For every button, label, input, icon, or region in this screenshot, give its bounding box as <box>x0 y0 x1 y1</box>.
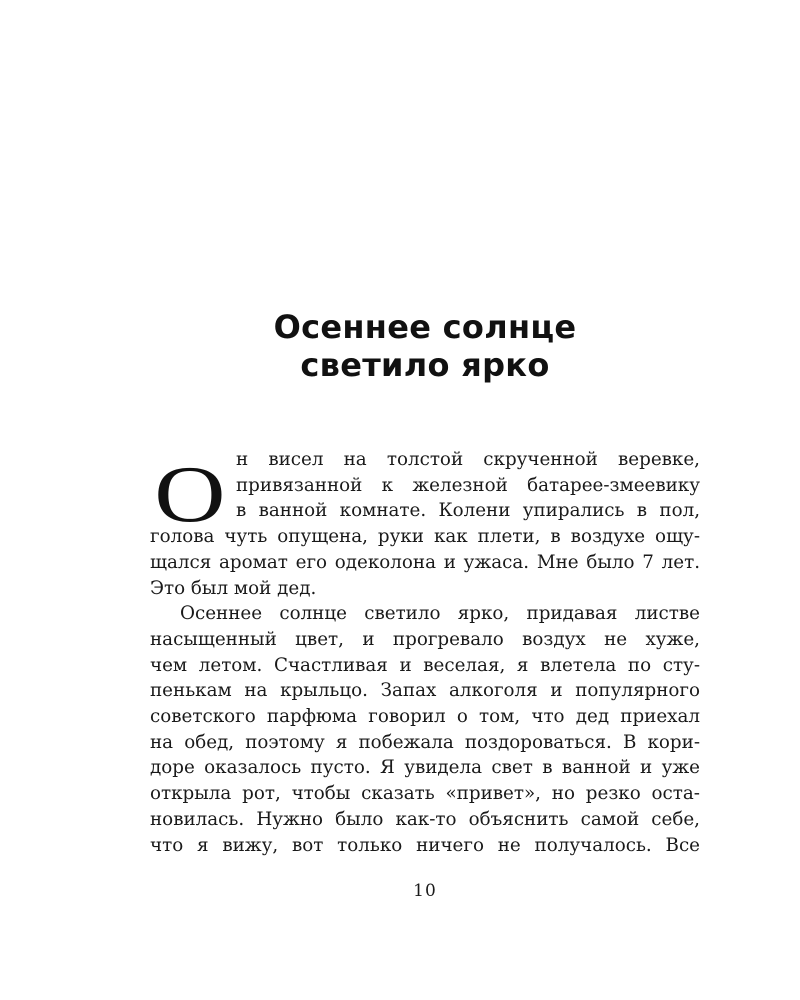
text-line: на обед, поэтому я побежала поздороваться. В кори- <box>150 731 700 753</box>
drop-cap-letter <box>150 452 230 532</box>
text-line: советского парфюма говорил о том, что дед приехал <box>150 706 700 728</box>
text-line: что я вижу, вот только ничего не получалось. Все <box>150 834 700 856</box>
text-line: пенькам на крыльцо. Запах алкоголя и популярного <box>150 680 700 702</box>
chapter-title-line-2: светило ярко <box>300 346 550 384</box>
text-line: новилась. Нужно было как-то объяснить самой себе, <box>150 808 700 830</box>
chapter-body <box>150 447 700 858</box>
chapter-title <box>150 308 700 384</box>
text-line: привязанной к железной батарее-змеевику <box>236 474 700 496</box>
text-line: щался аромат его одеколона и ужаса. Мне было 7 лет. <box>150 551 700 573</box>
drop-cap-glyph: О <box>154 452 226 532</box>
text-line: голова чуть опущена, руки как плети, в воздухе ощу- <box>150 526 700 548</box>
text-line: Осеннее солнце светило ярко, придавая листве <box>180 603 700 625</box>
text-line: н висел на толстой скрученной веревке, <box>236 449 700 470</box>
text-line: насыщенный цвет, и прогревало воздух не хуже, <box>150 628 700 650</box>
chapter-title-line-1: Осеннее солнце <box>273 308 577 346</box>
page-number: 10 <box>413 881 437 901</box>
text-line: Это был мой дед. <box>150 577 317 599</box>
text-line: доре оказалось пусто. Я увидела свет в ванной и уже <box>150 757 700 779</box>
text-line: в ванной комнате. Колени упирались в пол, <box>236 500 700 522</box>
text-line: чем летом. Счастливая и веселая, я влетела по сту- <box>150 654 700 676</box>
text-line: открыла рот, чтобы сказать «привет», но резко оста- <box>150 783 700 805</box>
